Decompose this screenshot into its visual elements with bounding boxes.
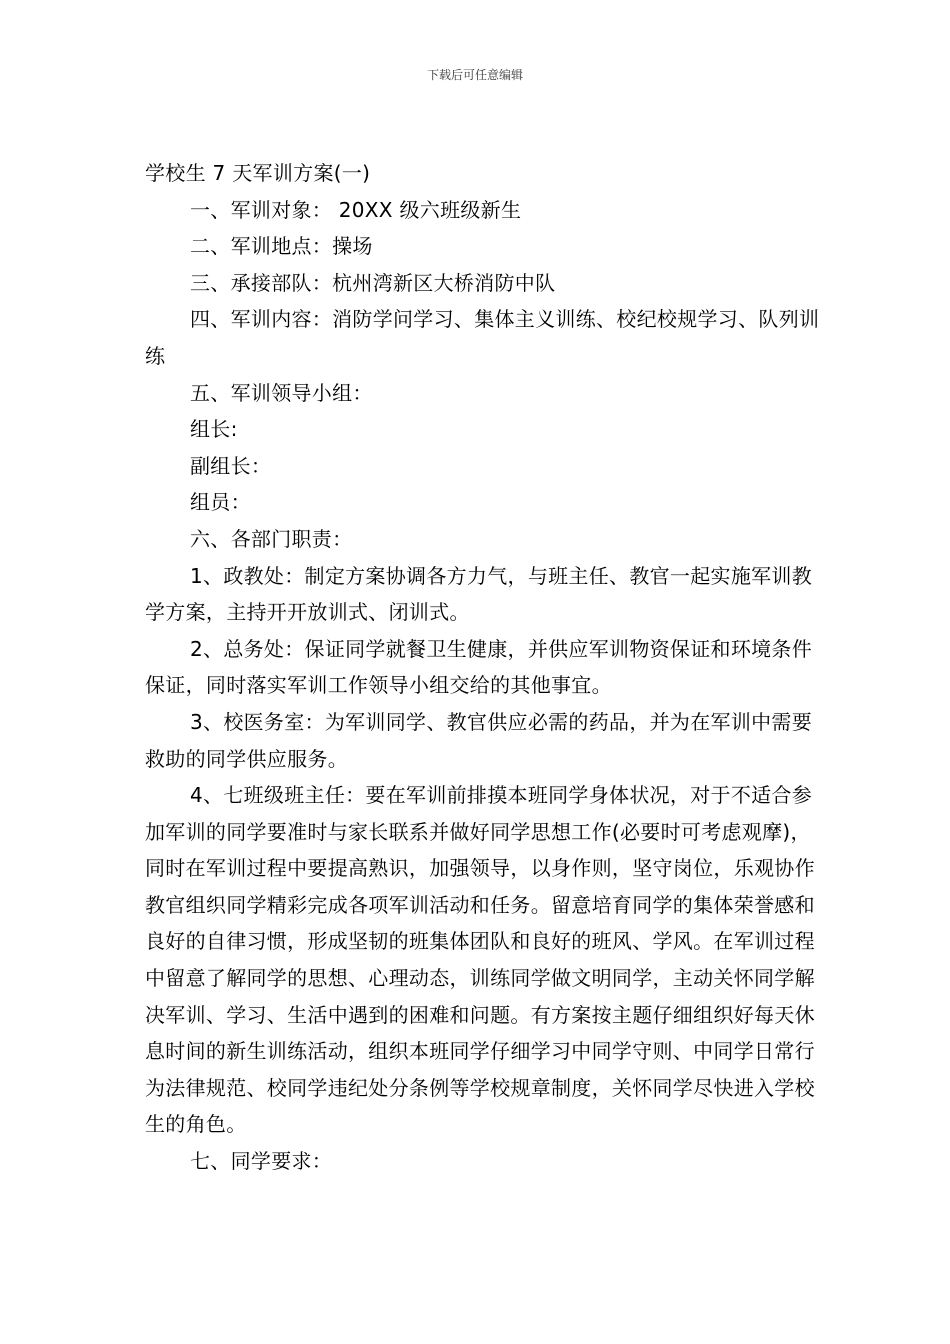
paragraph-leadership: 五、军训领导小组： <box>190 380 373 405</box>
paragraph-duty-2: 2、总务处：保证同学就餐卫生健康，并供应军训物资保证和环境条件保证，同时落实军训工作领导小组交给的其他事宜。 <box>145 636 813 698</box>
paragraph-unit: 三、承接部队：杭州湾新区大桥消防中队 <box>190 270 556 295</box>
paragraph-deputy: 副组长： <box>190 453 272 478</box>
paragraph-student-requirements: 七、同学要求： <box>190 1149 333 1174</box>
paragraph-content: 四、军训内容：消防学问学习、集体主义训练、校纪校规学习、队列训练 <box>145 307 820 368</box>
document-body <box>145 155 820 1180</box>
paragraph-members: 组员： <box>190 490 251 515</box>
paragraph-leader: 组长: <box>190 417 238 442</box>
paragraph-duty-3: 3、校医务室：为军训同学、教官供应必需的药品，并为在军训中需要救助的同学供应服务。 <box>145 709 813 771</box>
paragraph-duty-1: 1、政教处：制定方案协调各方力气，与班主任、教官一起实施军训教学方案，主持开开放训式、闭训式。 <box>145 563 813 625</box>
page-header: 下载后可任意编辑 <box>426 68 523 82</box>
paragraph-target: 一、军训对象： 20XX 级六班级新生 <box>190 197 522 222</box>
paragraph-duty-4: 4、七班级班主任：要在军训前排摸本班同学身体状况，对于不适合参加军训的同学要准时与家长联系并做好同学思想工作(必要时可考虑观摩)，同时在军训过程中要提高熟识，加强领导，以身作则，坚守岗位，乐观协作教官组织同学精彩完成各项军训活动和任务。留意培育同学的集体荣誉感和良好的自律习惯，形成坚韧的班集体团队和良好的班风、学风。在军训过程中留意了解同学的思想、心理动态，训练同学做文明同学，主动关怀同学解决军训、学习、生活中遇到的困难和问题。有方案按主题仔细组织好每天休息时间的新生训练活动，组织本班同学仔细学习中同学守则、中同学日常行为法律规范、校同学违纪处分条例等学校规章制度，关怀同学尽快进入学校生的角色。 <box>145 783 815 1137</box>
paragraph-duties: 六、各部门职责： <box>190 526 353 551</box>
paragraph-location: 二、军训地点：操场 <box>190 234 373 259</box>
document-title: 学校生 7 天军训方案(一) <box>145 161 371 185</box>
